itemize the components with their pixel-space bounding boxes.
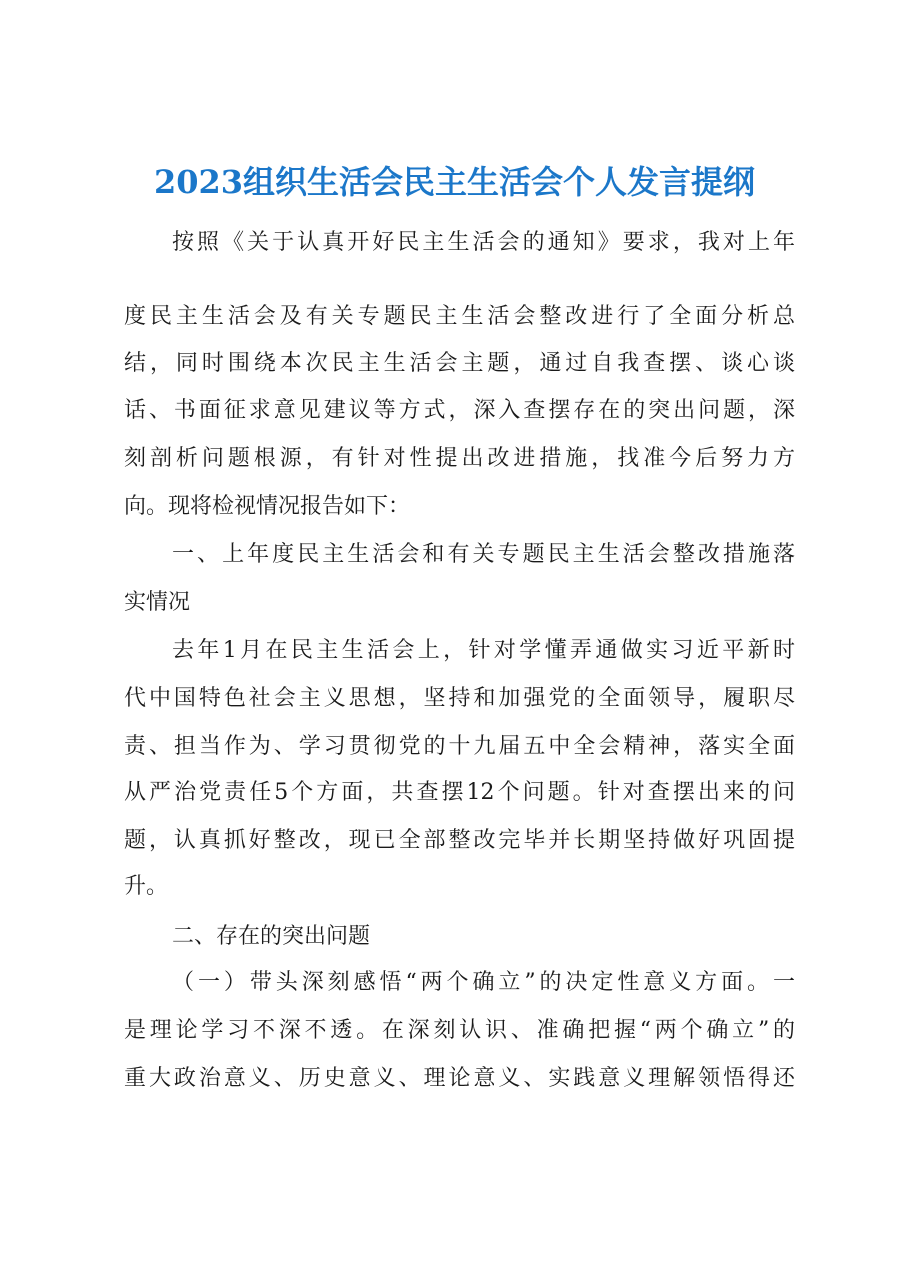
paragraph-line: 是理论学习不深不透。在深刻认识、准确把握“两个确立”的 — [124, 1018, 795, 1043]
paragraph-line: 话、书面征求意见建议等方式，深入查摆存在的突出问题，深 — [124, 398, 795, 423]
section-heading: 实情况 — [124, 590, 191, 615]
paragraph-line: 责、担当作为、学习贯彻党的十九届五中全会精神，落实全面 — [124, 734, 795, 759]
paragraph-line: 向。现将检视情况报告如下： — [124, 494, 411, 519]
paragraph-line: 重大政治意义、历史意义、理论意义、实践意义理解领悟得还 — [124, 1066, 795, 1091]
paragraph-line: 去年1月在民主生活会上，针对学懂弄通做实习近平新时 — [172, 638, 795, 663]
paragraph-line: 结，同时围绕本次民主生活会主题，通过自我查摆、谈心谈 — [124, 351, 795, 376]
paragraph-line: 刻剖析问题根源，有针对性提出改进措施，找准今后努力方 — [124, 446, 795, 471]
paragraph-line: 按照《关于认真开好民主生活会的通知》要求，我对上年 — [172, 230, 795, 255]
section-heading: 一、上年度民主生活会和有关专题民主生活会整改措施落 — [172, 542, 795, 567]
paragraph-line: 度民主生活会及有关专题民主生活会整改进行了全面分析总 — [124, 304, 795, 329]
paragraph-line: （一）带头深刻感悟“两个确立”的决定性意义方面。一 — [172, 970, 795, 995]
section-heading: 二、存在的突出问题 — [172, 924, 371, 949]
paragraph-line: 代中国特色社会主义思想，坚持和加强党的全面领导，履职尽 — [124, 686, 795, 711]
paragraph-line: 升。 — [124, 874, 169, 899]
document-title: 2023组织生活会民主生活会个人发言提纲 — [153, 163, 756, 201]
paragraph-line: 从严治党责任5个方面，共查摆12个问题。针对查摆出来的问 — [124, 780, 795, 805]
paragraph-line: 题，认真抓好整改，现已全部整改完毕并长期坚持做好巩固提 — [124, 828, 795, 853]
